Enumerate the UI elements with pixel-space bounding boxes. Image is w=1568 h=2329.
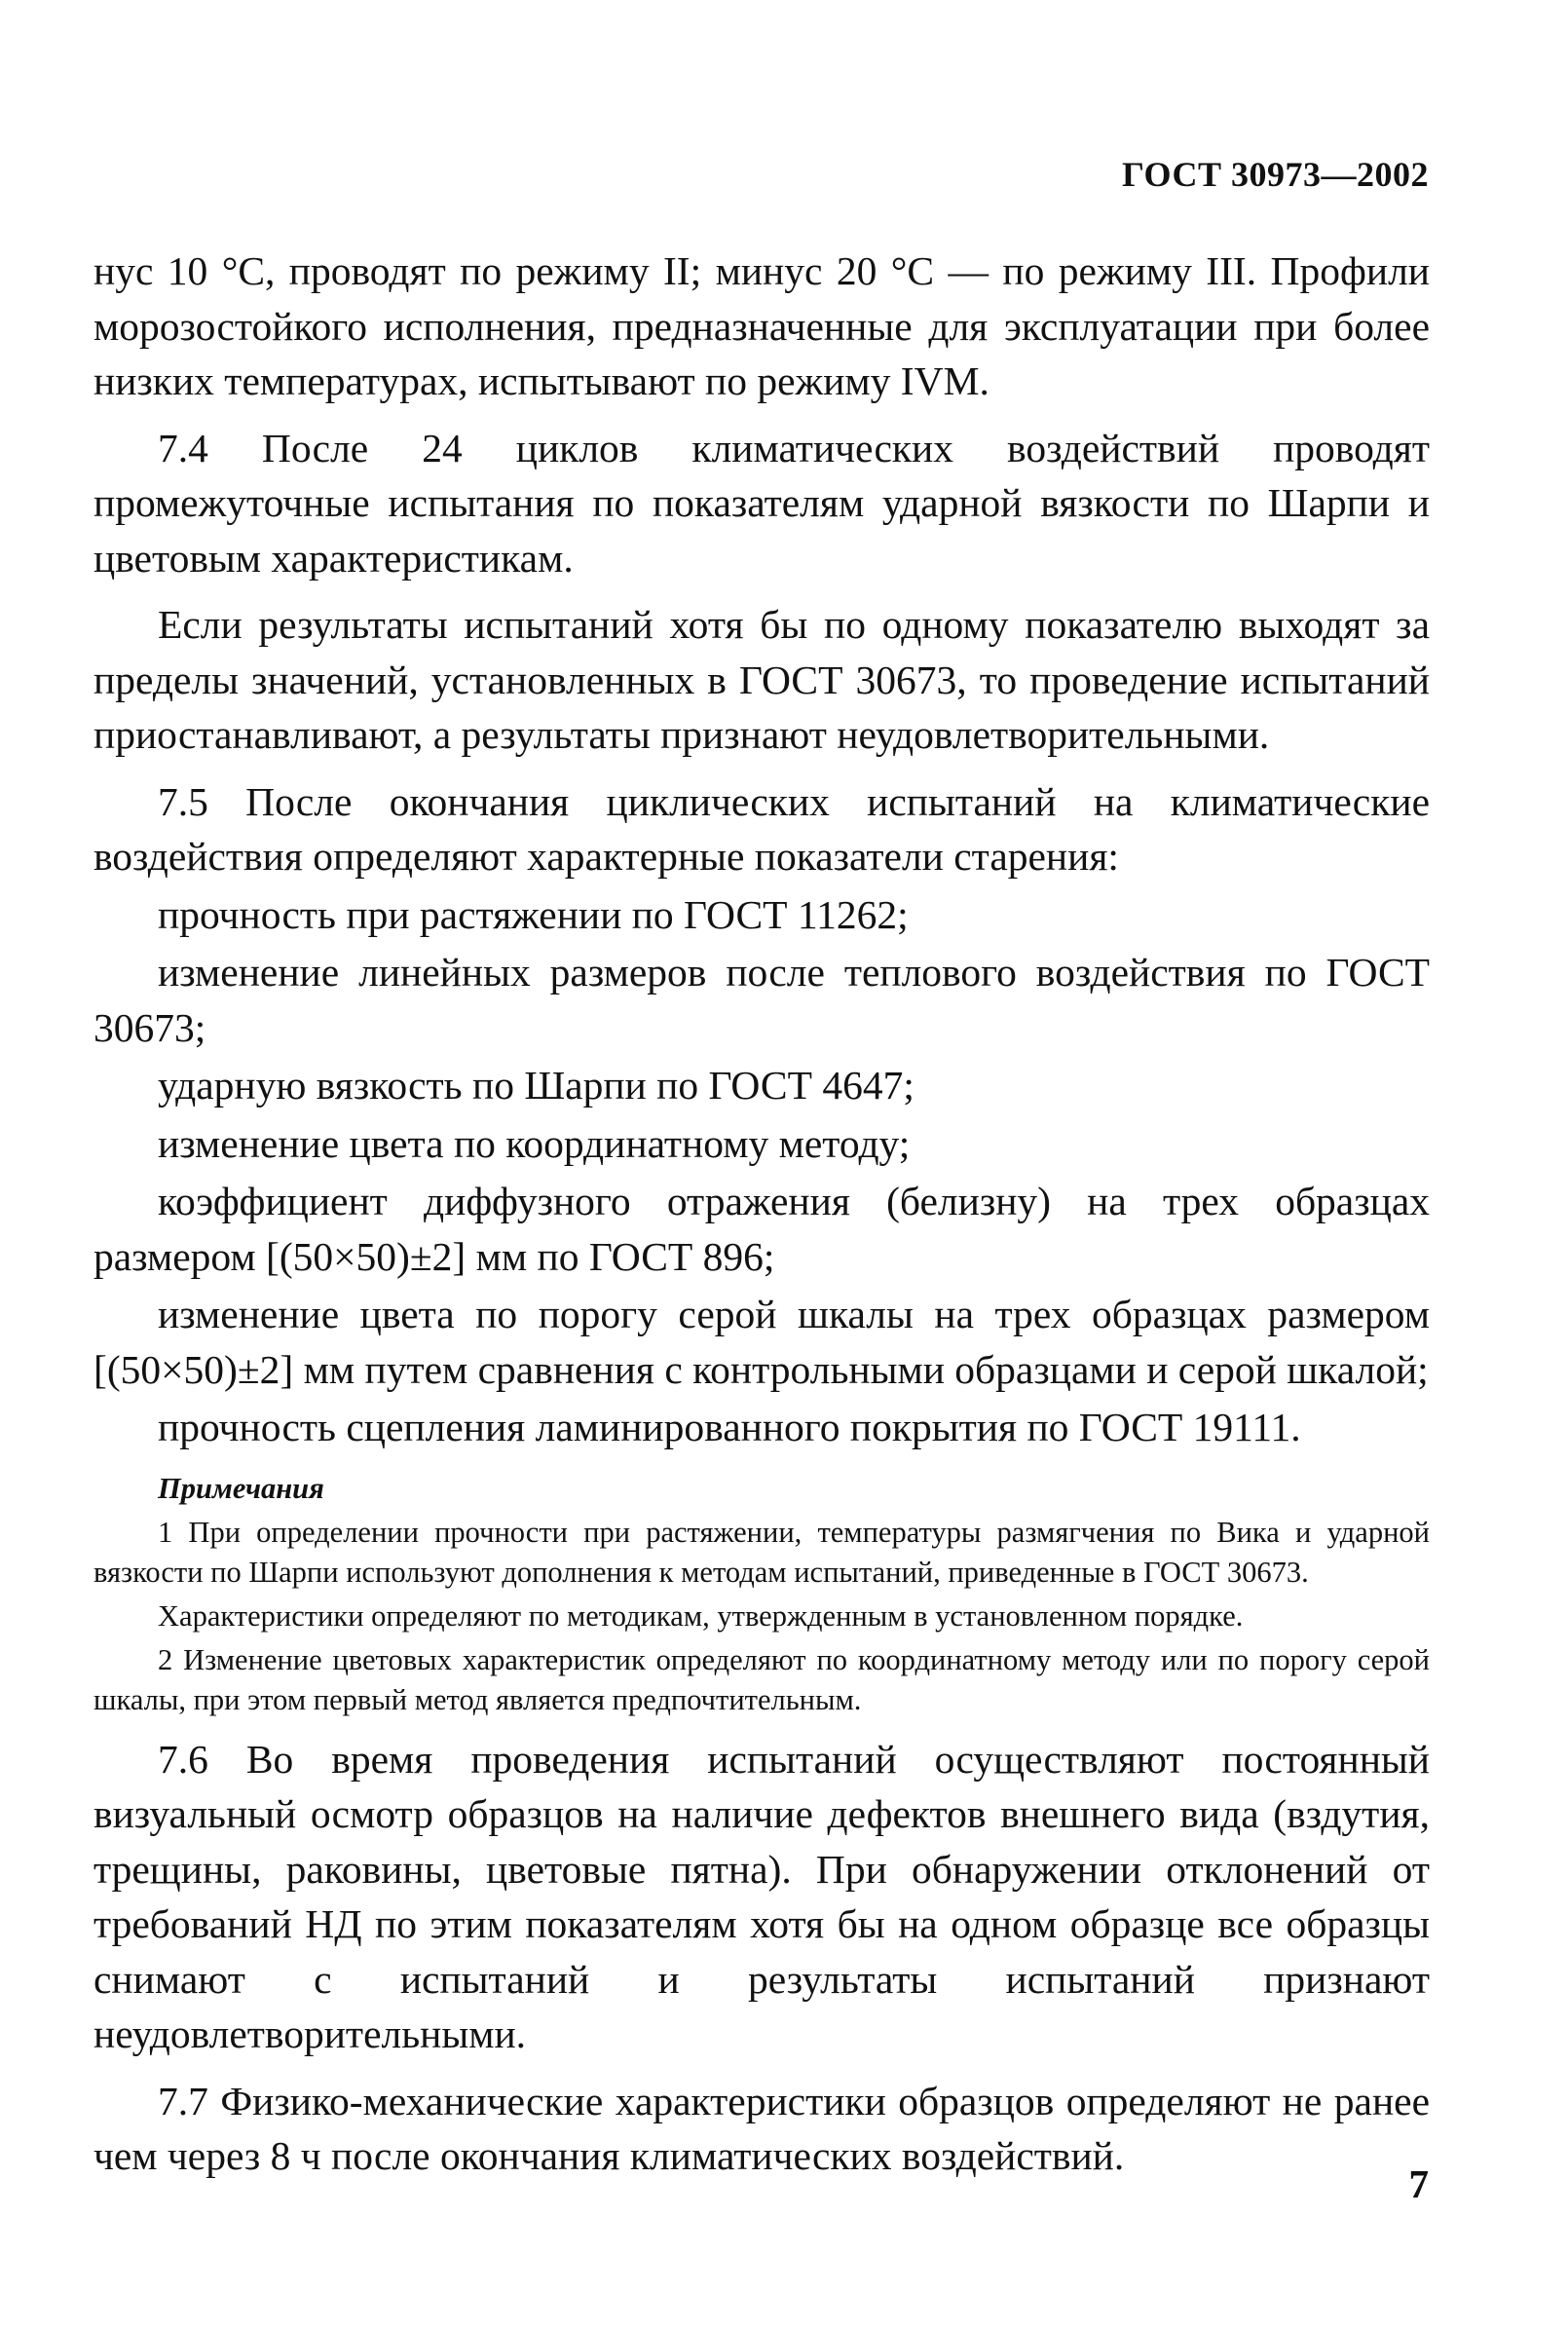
- paragraph-7-4: 7.4 После 24 циклов климатических воздействий проводят промежуточные испытания по показателям ударной вязкости по Шарпи и цветовым характеристикам.: [93, 425, 1430, 581]
- paragraph-7-5: 7.5 После окончания циклических испытаний на климатические воздействия определяют характерные показатели старения:: [93, 778, 1430, 879]
- paragraph-7-4-results: Если результаты испытаний хотя бы по одному показателю выходят за пределы значений, установленных в ГОСТ 30673, то проведение испытаний приостанавливают, а результаты признают неудовлетворительными.: [93, 602, 1430, 757]
- list-item: коэффициент диффузного отражения (белизну) на трех образцах размером [(50×50)±2] мм по ГОСТ 896;: [93, 1179, 1430, 1279]
- list-item: изменение цвета по порогу серой шкалы на трех образцах размером [(50×50)±2] мм путем сравнения с контрольными образцами и серой шкалой;: [93, 1292, 1430, 1392]
- list-item: изменение цвета по координатному методу;: [158, 1120, 911, 1166]
- document-code-header: ГОСТ 30973—2002: [1122, 155, 1429, 194]
- list-item: ударную вязкость по Шарпи по ГОСТ 4647;: [158, 1063, 915, 1108]
- notes-block: [93, 1469, 1430, 1720]
- list-item: изменение линейных размеров после теплового воздействия по ГОСТ 30673;: [93, 950, 1430, 1050]
- notes-title: Примечания: [158, 1471, 324, 1505]
- paragraph-continuation: нус 10 °С, проводят по режиму II; минус 20 °С — по режиму III. Профили морозостойкого исполнения, предназначенные для эксплуатации при более низких температурах, испытывают по режиму IVM.: [93, 248, 1430, 403]
- note-item: 1 При определении прочности при растяжении, температуры размягчения по Вика и ударной вязкости по Шарпи используют дополнения к методам испытаний, приведенные в ГОСТ 30673.: [93, 1515, 1430, 1589]
- document-body: [93, 244, 1430, 2184]
- paragraph-7-6: 7.6 Во время проведения испытаний осуществляют постоянный визуальный осмотр образцов на наличие дефектов внешнего вида (вздутия, трещины, раковины, цветовые пятна). При обнаружении отклонений от требований НД по этим показателям хотя бы на одном образце все образцы снимают с испытаний и результаты испытаний признают неудовлетворительными.: [93, 1736, 1430, 2056]
- note-item: 2 Изменение цветовых характеристик определяют по координатному методу или по порогу серой шкалы, при этом первый метод является предпочтительным.: [93, 1642, 1430, 1716]
- note-item: Характеристики определяют по методикам, утвержденным в установленном порядке.: [158, 1598, 1244, 1633]
- list-item: прочность сцепления ламинированного покрытия по ГОСТ 19111.: [158, 1405, 1301, 1449]
- list-item: прочность при растяжении по ГОСТ 11262;: [158, 891, 909, 937]
- page-number: 7: [1408, 2161, 1429, 2206]
- paragraph-7-7: 7.7 Физико-механические характеристики образцов определяют не ранее чем через 8 ч после окончания климатических воздействий.: [93, 2078, 1430, 2178]
